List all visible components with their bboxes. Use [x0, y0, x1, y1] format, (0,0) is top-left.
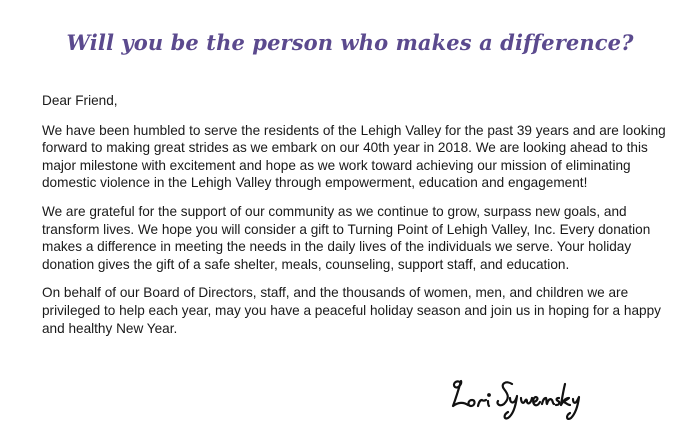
letter-paragraph-1: We have been humbled to serve the residents of the Lehigh Valley for the past 39 years and are looking forward to making great strides as we embark on our 40th year in 2018. We are looking ahead to this major milestone with excitement and hope as we work toward achieving our mission of eliminating domestic violence in the Lehigh Valley through empowerment, education and engagement! — [42, 122, 666, 191]
letter-salutation: Dear Friend, — [42, 93, 118, 108]
letter-paragraph-3: On behalf of our Board of Directors, staff, and the thousands of women, men, and children we are privileged to help each year, may you have a peaceful holiday season and join us in hoping for a happy and healthy New Year. — [42, 285, 661, 336]
handwritten-signature — [446, 374, 586, 424]
letter-paragraph-2: We are grateful for the support of our community as we continue to grow, surpass new goals, and transform lives. We hope you will consider a gift to Turning Point of Lehigh Valley, Inc. Every donation makes a difference in meeting the needs in the daily lives of the individuals we serve. Your holiday donation gives the gift of a safe shelter, meals, counseling, support staff, and education. — [42, 203, 651, 272]
letter-headline: Will you be the person who makes a difference? — [66, 30, 634, 55]
letter-body — [42, 92, 672, 348]
